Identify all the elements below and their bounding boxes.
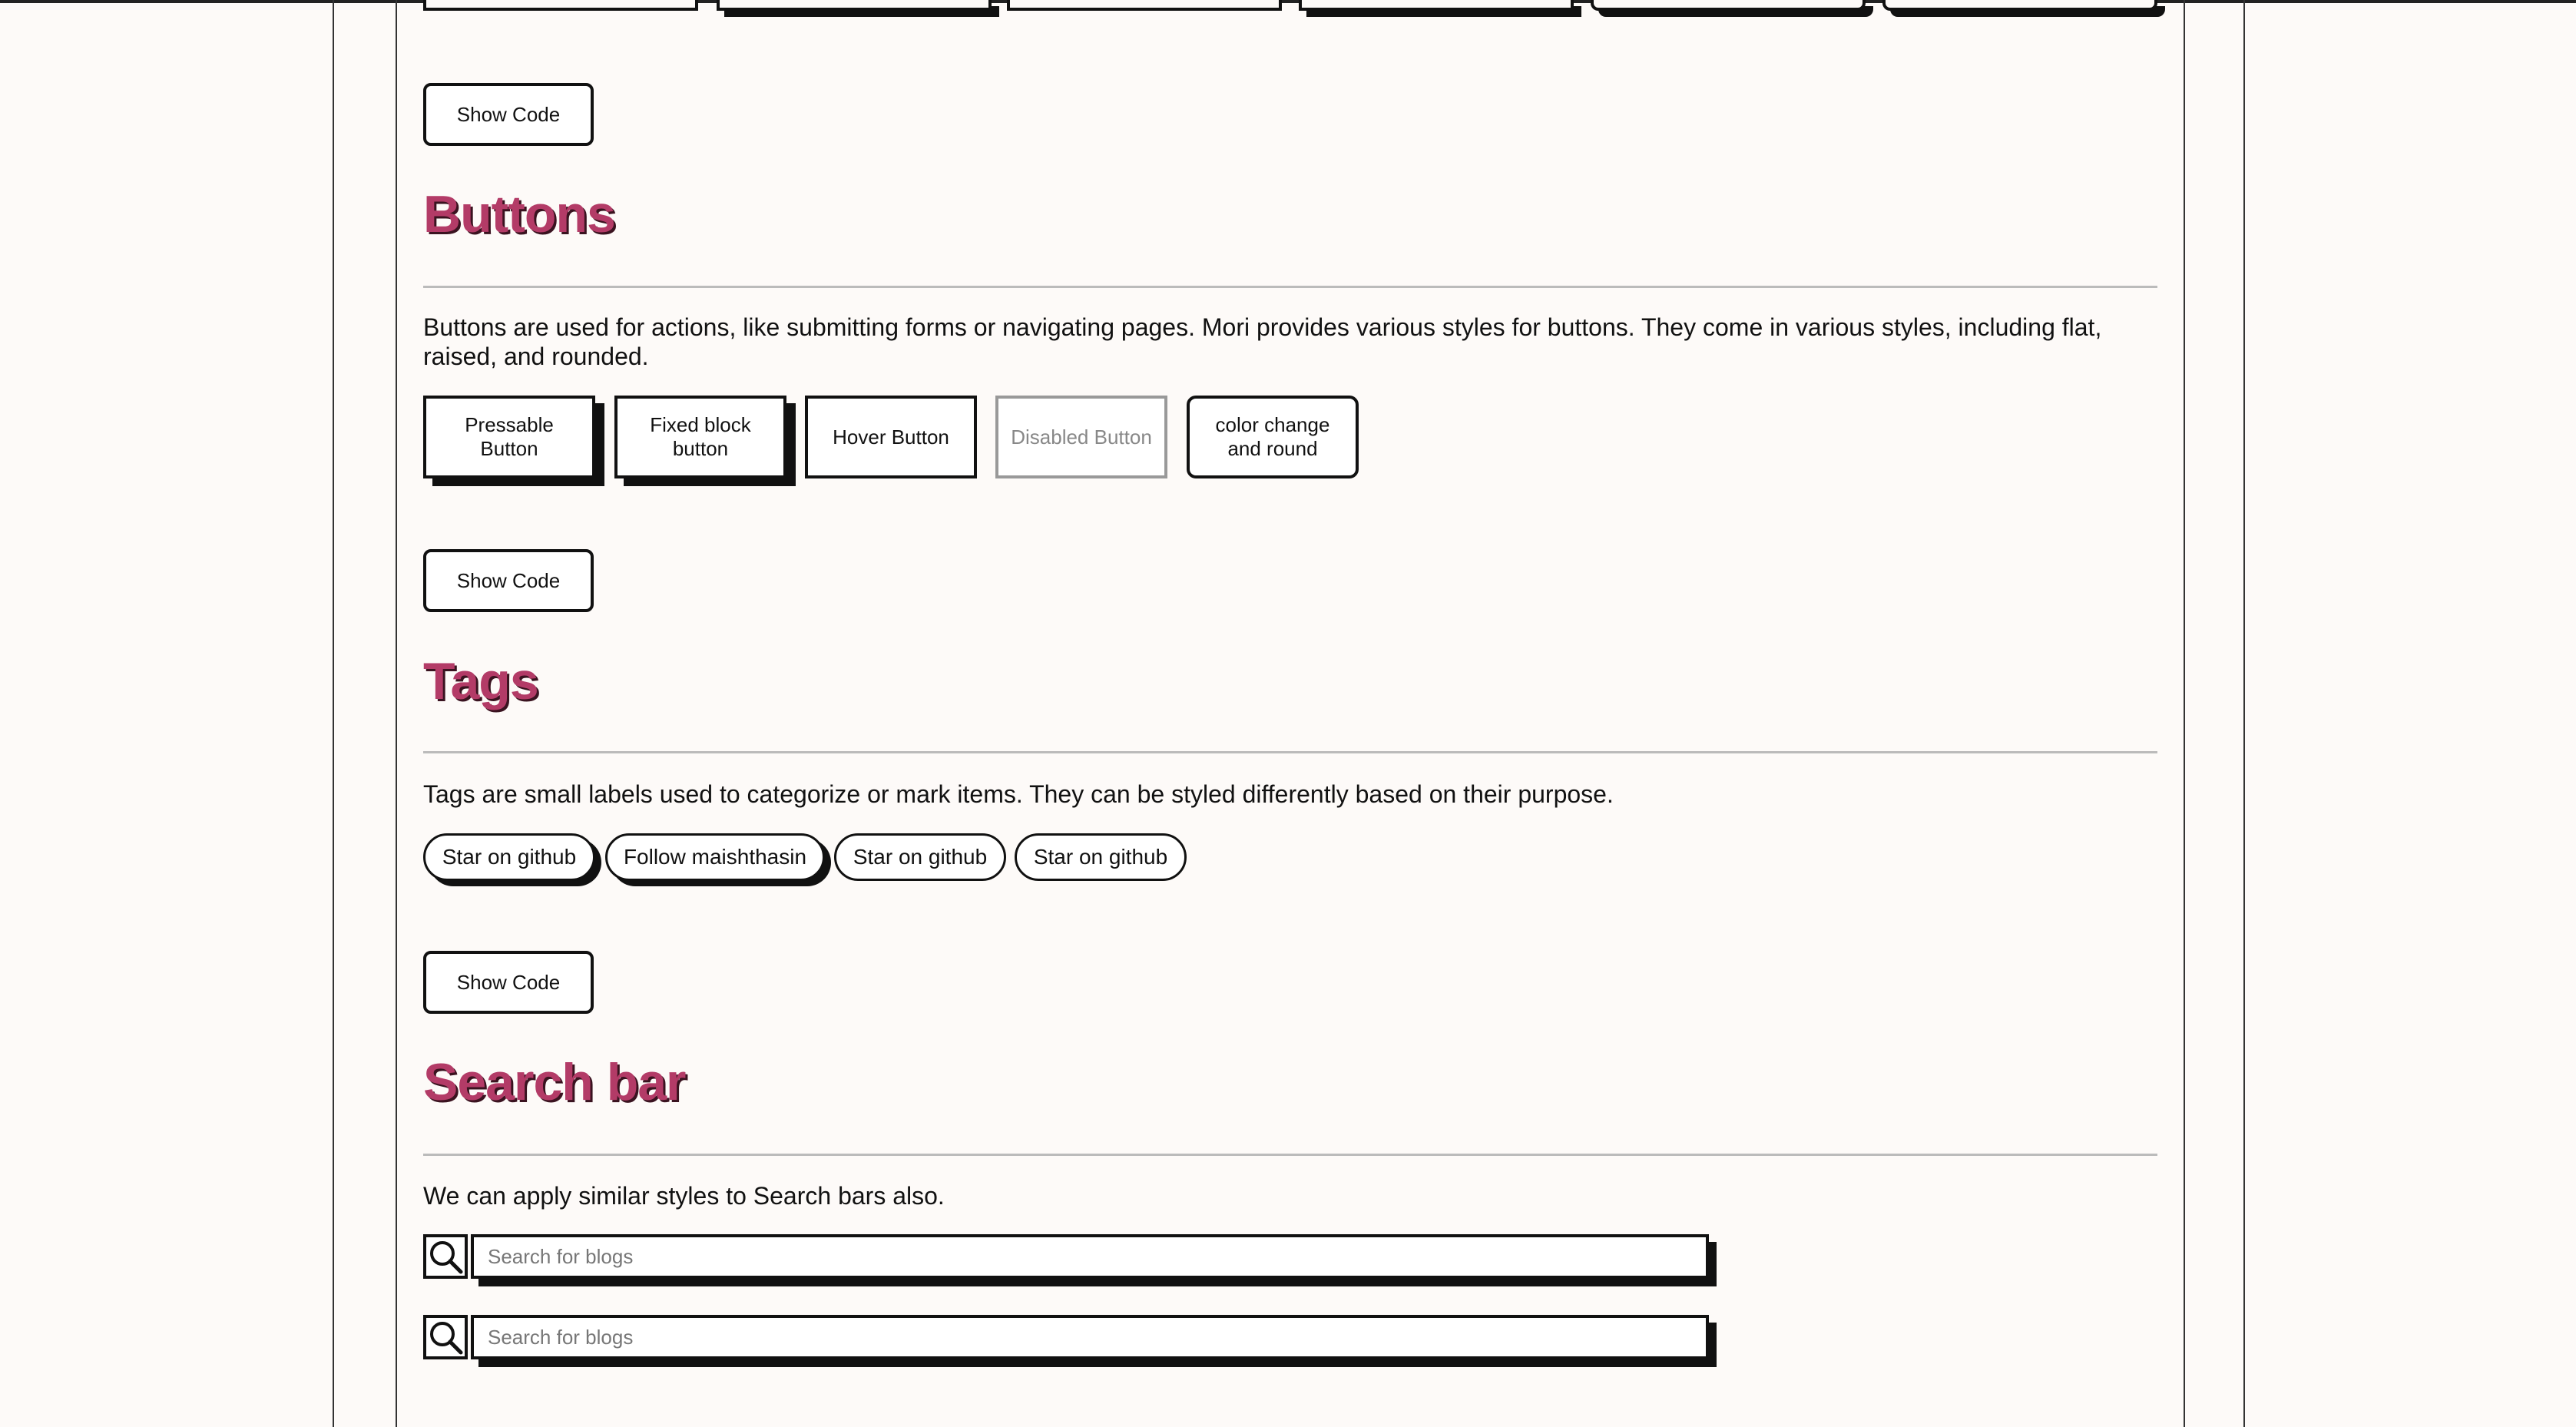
buttons-description: Buttons are used for actions, like submitting forms or navigating pages. Mori provides various styles for buttons. They come in various styles, including flat, raised, and rounded. (423, 313, 2102, 370)
section-divider (423, 1154, 2157, 1156)
tag-star-on-github[interactable]: Star on github (1015, 833, 1187, 881)
search-bar (423, 1315, 1718, 1359)
card-preview (1882, 0, 2157, 11)
section-divider (423, 751, 2157, 753)
color-change-round-button[interactable]: color change and round (1187, 396, 1359, 478)
search-input[interactable] (471, 1315, 1709, 1359)
search-description: We can apply similar styles to Search bars also. (423, 1182, 945, 1210)
card-preview (717, 0, 992, 11)
card-preview (423, 0, 698, 11)
tag-star-on-github[interactable]: Star on github (423, 833, 595, 881)
show-code-button[interactable]: Show Code (423, 951, 594, 1014)
section-title-buttons: Buttons (423, 185, 615, 243)
search-icon[interactable] (423, 1234, 468, 1279)
content-frame (396, 0, 2185, 1427)
card-preview (1007, 0, 1282, 11)
section-title-search-bar: Search bar (423, 1053, 686, 1111)
search-bar (423, 1234, 1718, 1279)
section-divider (423, 286, 2157, 288)
pressable-button[interactable]: Pressable Button (423, 396, 595, 478)
section-title-tags: Tags (423, 652, 538, 710)
search-icon[interactable] (423, 1315, 468, 1359)
show-code-button[interactable]: Show Code (423, 549, 594, 612)
tag-star-on-github[interactable]: Star on github (834, 833, 1006, 881)
hover-button[interactable]: Hover Button (805, 396, 977, 478)
disabled-button[interactable]: Disabled Button (995, 396, 1167, 478)
show-code-button[interactable]: Show Code (423, 83, 594, 146)
fixed-block-button[interactable]: Fixed block button (614, 396, 786, 478)
search-input[interactable] (471, 1234, 1709, 1279)
tag-follow-maishthasin[interactable]: Follow maishthasin (605, 833, 825, 881)
tags-description: Tags are small labels used to categorize or mark items. They can be styled differently based on their purpose. (423, 780, 1614, 808)
card-preview (1591, 0, 1866, 11)
card-preview (1299, 0, 1574, 11)
